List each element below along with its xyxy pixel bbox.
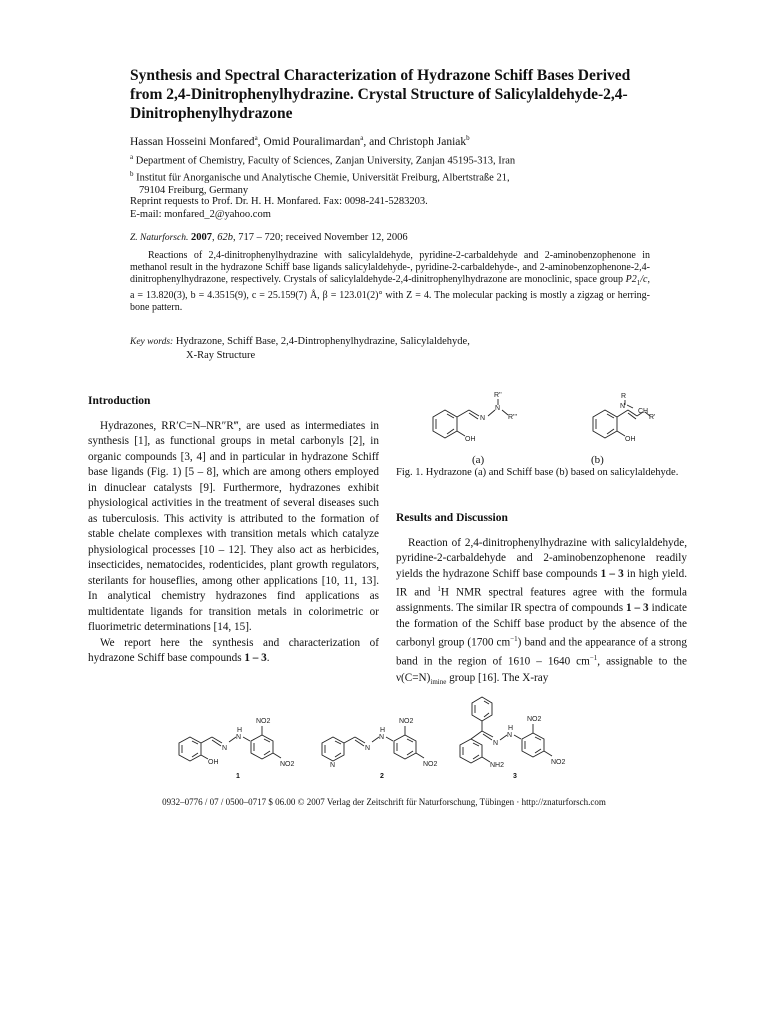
page-footer: 0932–0776 / 07 / 0500–0717 $ 06.00 © 2007 Verlag der Zeitschrift für Naturforschung, Tübingen · http://znaturforsch.com — [162, 797, 606, 807]
atom-label: R — [621, 393, 627, 400]
author-name: and Christoph Janiak — [369, 135, 467, 148]
nitro-group-label: NO2 — [551, 759, 566, 766]
figure-label-a: (a) — [472, 454, 485, 466]
hydroxyl-label: OH — [208, 759, 219, 766]
atom-label: N — [365, 745, 371, 752]
benzene-ring-a — [433, 410, 457, 438]
keywords-line: Hydrazone, Schiff Base, 2,4-Dintrophenylhydrazine, Salicylaldehyde, — [175, 336, 470, 347]
keywords — [130, 335, 650, 362]
results-heading: Results and Discussion — [396, 512, 508, 524]
author-list: Hassan Hosseini Monfared$^a$, Omid Pouralimardan$^a$, and Christoph Janiak$^b$ — [130, 134, 470, 148]
intro-paragraph: We report here the synthesis and characterization of hydrazone Schiff base compounds 1 – 3. — [88, 636, 379, 664]
compound-number: 2 — [380, 773, 384, 780]
right-column — [396, 511, 687, 690]
email-line: E-mail: monfared_2@yahoo.com — [130, 209, 271, 220]
compound-number: 3 — [513, 773, 517, 780]
atom-label: N — [222, 745, 228, 752]
atom-label: H — [237, 727, 243, 734]
atom-label: CH — [638, 408, 649, 415]
affil-marker: a — [360, 134, 364, 142]
atom-label: N — [493, 740, 499, 747]
pyridine-n-label: N — [330, 762, 336, 769]
figure-1-caption: Fig. 1. Hydrazone (a) and Schiff base (b) based on salicylaldehyde. — [396, 467, 679, 478]
affil-marker: a — [254, 134, 258, 142]
keywords-label: Key words: — [130, 337, 174, 347]
citation-rest: 717 – 720; received November 12, 2006 — [238, 232, 408, 243]
author-name: Hassan Hosseini Monfared — [130, 135, 255, 148]
paper-title: Synthesis and Spectral Characterization of Hydrazone Schiff Bases Derived from 2,4-Dinitrophenylhydrazine. Crystal Structure of Salicylaldehyde-2,4-Dinitrophenylhydrazone — [130, 67, 631, 122]
citation-year: 2007 — [190, 232, 212, 243]
atom-label: R' — [649, 414, 656, 421]
citation: Z. Naturforsch. 2007, 62b, 717 – 720; received November 12, 2006 — [130, 232, 408, 243]
atom-label: OH — [625, 436, 636, 443]
atom-label: OH — [465, 436, 476, 443]
keywords-line: X-Ray Structure — [186, 350, 256, 361]
figure-1-structures — [395, 388, 685, 468]
nitro-group-label: NO2 — [280, 761, 295, 768]
intro-heading: Introduction — [88, 395, 151, 407]
amine-label: NH2 — [490, 762, 505, 769]
reprint-line: Reprint requests to Prof. Dr. H. H. Monfared. Fax: 0098-241-5283203. — [130, 196, 428, 207]
nitro-group-label: NO2 — [399, 718, 414, 725]
left-column — [88, 394, 379, 667]
nitro-group-label: NO2 — [527, 716, 542, 723]
atom-label: N — [236, 734, 242, 741]
atom-label: N — [379, 734, 385, 741]
affiliation-line — [130, 168, 650, 185]
affiliation-line — [130, 151, 650, 168]
benzene-ring-b — [593, 410, 617, 438]
affiliations — [130, 151, 650, 197]
nitro-group-label: NO2 — [256, 718, 271, 725]
atom-label: N — [480, 415, 486, 422]
author-name: Omid Pouralimardan — [263, 135, 361, 148]
compound-number: 1 — [236, 773, 240, 780]
affiliation-text: Institut für Anorganische und Analytische Chemie, Universität Freiburg, Albertstraße 21, — [136, 172, 510, 183]
atom-label: H — [508, 725, 514, 732]
atom-label: R''' — [508, 414, 518, 421]
nitro-group-label: NO2 — [423, 761, 438, 768]
intro-paragraph: Hydrazones, RR′C=N–NR″R‴, are used as intermediates in synthesis [1], as functional groups in metal carbonyls [2], in organic compounds [3, 4] and in particular in hydrazone Schiff base ligands (Fig. 1) [5 – 8], which are among others employed in dinuclear catalysts [9]. Furthermore, hydrazones exhibit physiological activities in the treatment of several diseases such as tuberculosis. This activity is attributed to the formation of stable chelate complexes with transition metals which catalyze physiological processes [10 – 12]. They also act as herbicides, insecticides, nematocides, rodenticides, plant growth regulators, sterilants for houseflies, among other applications [10, 11, 13]. In analytical chemistry hydrazones find applications as multidentate ligands for transition metals in colorimetric or fluorimetric determinations [14, 15]. — [88, 419, 379, 633]
affiliation-text: Department of Chemistry, Faculty of Sciences, Zanjan University, Zanjan 45195-313, Iran — [135, 155, 516, 167]
compound-scheme — [170, 695, 610, 785]
affil-marker: b — [466, 134, 470, 142]
journal-name: Z. Naturforsch. — [130, 233, 189, 243]
atom-label: N — [620, 403, 626, 410]
affil-marker: b — [130, 169, 134, 178]
abstract: Reactions of 2,4-dinitrophenylhydrazine with salicylaldehyde, pyridine-2-carbaldehyde and 2-aminobenzophenone in methanol result in the hydrazone Schiff base ligands salicylaldehyde-, pyridine-2-carbaldehyde-, and 2-aminobenzophenone-2,4-dinitrophenylhydrazone, respectively. Crystals of salicylaldehyde-2,4-dinitrophenylhydrazone are monoclinic, space group $P2_1/c$, a = 13.820(3), b = 4.3515(9), c = 25.159(7) Å, β = 123.01(2)° with Z = 4. The molecular packing is mostly a zigzag or herring-bone pattern. — [130, 250, 650, 313]
affiliation-text: 79104 Freiburg, Germany — [139, 185, 249, 196]
affil-marker: a — [130, 153, 134, 161]
atom-label: N — [495, 405, 501, 412]
atom-label: H — [380, 727, 386, 734]
citation-volume: 62b — [217, 232, 233, 243]
results-paragraph: Reaction of 2,4-dinitrophenylhydrazine with salicylaldehyde, pyridine-2-carbaldehyde and 2-aminobenzophenone readily yields the hydrazone Schiff base compounds 1 – 3 in high yield. IR and $^1$H NMR spectral features agree with the formula assignments. The similar IR spectra of compounds 1 – 3 indicate the formation of the Schiff base product by the absence of the carbonyl group (1700 $cm^{-1}$) band and the appearance of a strong band in the region of 1610 – 1640 $cm^{-1}$, assignable to the $\nu(C=N)_{imine}$ group [16]. The X-ray — [396, 536, 687, 686]
atom-label: R'' — [494, 392, 502, 399]
atom-label: N — [507, 732, 513, 739]
figure-label-b: (b) — [591, 454, 604, 466]
reprint-info — [130, 195, 650, 221]
